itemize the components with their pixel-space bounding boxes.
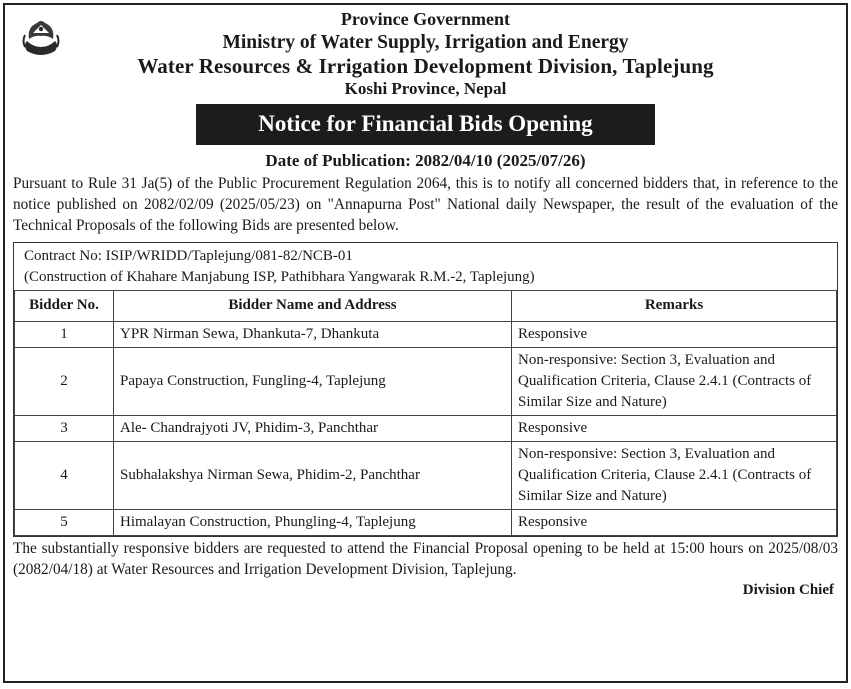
division-line: Water Resources & Irrigation Development Division, Taplejung: [137, 53, 714, 78]
bidder-table: [14, 290, 837, 536]
bidder-remarks: Non-responsive: Section 3, Evaluation and Qualification Criteria, Clause 2.4.1 (Contracts of Similar Size and Nature): [512, 347, 837, 415]
bidder-no: 2: [15, 347, 114, 415]
bidder-name: Himalayan Construction, Phungling-4, Taplejung: [114, 509, 512, 535]
bidder-remarks: Non-responsive: Section 3, Evaluation and Qualification Criteria, Clause 2.4.1 (Contracts of Similar Size and Nature): [512, 441, 837, 509]
table-row: [15, 509, 837, 535]
nepal-emblem-icon: [19, 15, 63, 57]
col-bidder-name: Bidder Name and Address: [114, 290, 512, 321]
bidder-name: Ale- Chandrajyoti JV, Phidim-3, Panchthar: [114, 415, 512, 441]
notice-title: Notice for Financial Bids Opening: [196, 104, 654, 145]
notice: [3, 3, 848, 683]
contract-description: (Construction of Khahare Manjabung ISP, Pathibhara Yangwarak R.M.-2, Taplejung): [24, 268, 535, 285]
bidder-remarks: Responsive: [512, 509, 837, 535]
bidder-no: 1: [15, 321, 114, 347]
address-line: Koshi Province, Nepal: [344, 79, 507, 99]
contract-number: Contract No: ISIP/WRIDD/Taplejung/081-82/NCB-01: [24, 247, 353, 264]
bidder-name: Papaya Construction, Fungling-4, Taplejung: [114, 347, 512, 415]
letterhead: [13, 9, 838, 100]
closing-paragraph: The substantially responsive bidders are requested to attend the Financial Proposal opening to be held at 15:00 hours on 2025/08/03 (2082/04/18) at Water Resources and Irrigation Development Division, Taplejung.: [13, 539, 838, 578]
intro-paragraph: Pursuant to Rule 31 Ja(5) of the Public Procurement Regulation 2064, this is to notify all concerned bidders that, in reference to the notice published on 2082/02/09 (2025/05/23) on "Annapurna Post" National daily Newspaper, the result of the evaluation of the Technical Proposals of the following Bids are presented below.: [13, 174, 838, 234]
table-row: [15, 321, 837, 347]
table-header-row: [15, 290, 837, 321]
bid-results-box: [13, 242, 838, 537]
bidder-no: 3: [15, 415, 114, 441]
province-line: Province Government: [340, 9, 511, 29]
publication-date: Date of Publication: 2082/04/10 (2025/07/26): [265, 150, 586, 170]
bidder-name: Subhalakshya Nirman Sewa, Phidim-2, Panchthar: [114, 441, 512, 509]
table-row: [15, 347, 837, 415]
signoff: Division Chief: [742, 581, 834, 598]
col-bidder-no: Bidder No.: [15, 290, 114, 321]
col-remarks: Remarks: [512, 290, 837, 321]
bidder-name: YPR Nirman Sewa, Dhankuta-7, Dhankuta: [114, 321, 512, 347]
bidder-remarks: Responsive: [512, 321, 837, 347]
table-row: [15, 415, 837, 441]
bidder-no: 4: [15, 441, 114, 509]
contract-info: [14, 243, 837, 290]
ministry-line: Ministry of Water Supply, Irrigation and Energy: [222, 31, 629, 53]
table-row: [15, 441, 837, 509]
bidder-no: 5: [15, 509, 114, 535]
bidder-remarks: Responsive: [512, 415, 837, 441]
